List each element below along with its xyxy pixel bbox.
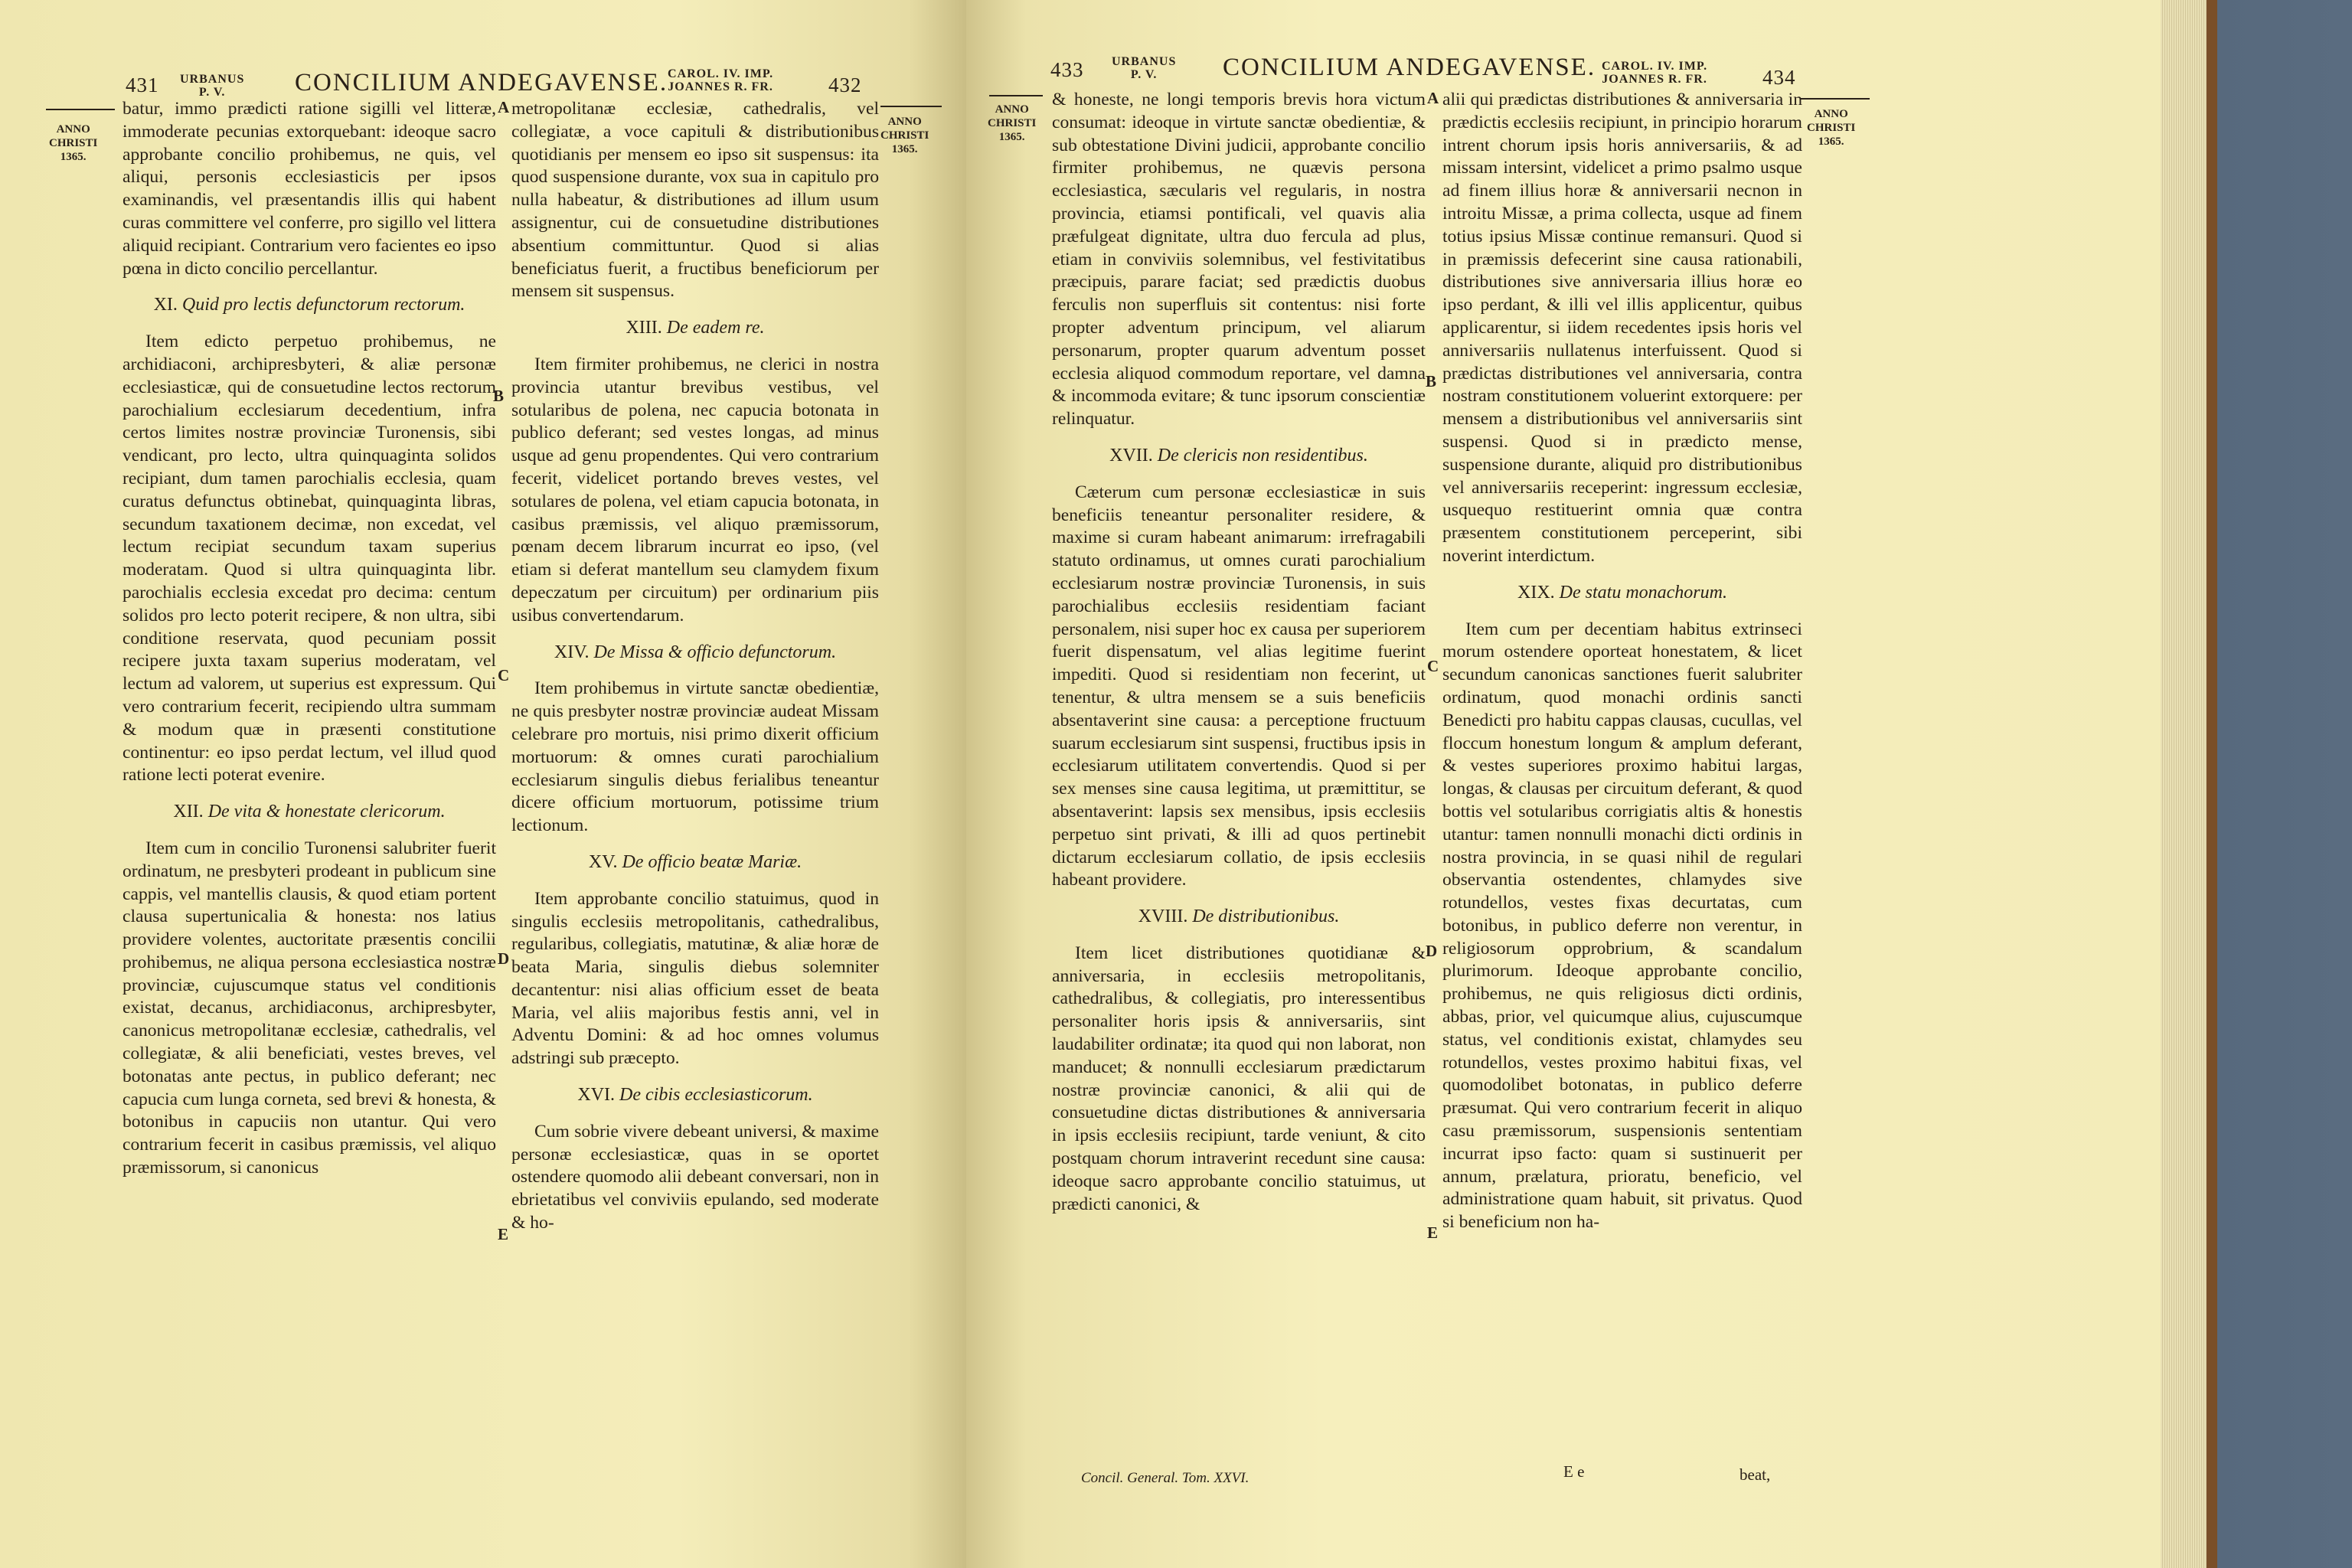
anno-label: ANNO xyxy=(1814,108,1848,120)
paragraph: Cum sobrie vivere debeant universi, & maxime personæ ecclesiasticæ, quas in se oportet ostendere quomodo alii debeant conversari, non in ebrietatibus vel conviviis epulando, sed moderate & ho- xyxy=(511,1121,879,1233)
section-number: XI. xyxy=(153,295,178,315)
anno-label: ANNO xyxy=(56,123,90,136)
section-title: De statu monachorum. xyxy=(1559,582,1727,603)
page-edges xyxy=(2161,0,2209,1568)
running-title: CONCILIUM ANDEGAVENSE. xyxy=(1223,54,1596,81)
anno-christi-margin xyxy=(880,115,929,156)
section-number: XV. xyxy=(588,851,618,872)
margin-rule xyxy=(989,95,1043,96)
catchword: beat, xyxy=(1740,1465,1771,1484)
section-number: XVIII. xyxy=(1138,906,1188,927)
running-title: CONCILIUM ANDEGAVENSE. xyxy=(295,69,668,96)
margin-letter: A xyxy=(498,98,510,116)
margin-letter: D xyxy=(498,949,510,968)
paragraph: Item licet distributiones quotidianæ & anniversaria, in ecclesiis metropolitanis, cathedralibus, & collegiatis, pro interessentibus personaliter horis ipsis & anniversariis, sint laudabiliter ordinatæ; ita quod qui non laborat, non manducet; & nonnulli ecclesiarum prædictarum nostræ provinciæ canonici, & alii qui de consuetudine dictas distributiones & anniversaria in ipsis ecclesiis recipiunt, tarde veniunt, & cito postquam chorum intraverint recedunt sine causa: ideoque sacro approbante concilio statuimus, ut prædicti canonici, & xyxy=(1052,942,1426,1214)
paragraph: Item edicto perpetuo prohibemus, ne archidiaconi, archipresbyteri, & aliæ personæ ecclesiasticæ, qui de consuetudine lectos rectorum parochialium ecclesiarum decedentium, infra certos limites nostræ provinciæ Turonensis, sibi vendicant, pro lecto, ultra quinquaginta solidos recipiant, dum tamen parochialis ecclesia, quam curatus defunctus obtinebat, quinquaginta libras, secundum taxationem decimæ, non excedat, vel lectum recipiat secundum taxam superius moderatam. Quod si ultra quinquaginta libr. parochialis ecclesia excedat pro decima: centum solidos pro lecto poterit recipere, & non ultra, sibi conditione reservata, quod pecuniam possit recipere juxta taxam superius moderatam, vel lectum ad valorem, ut superius est expressum. Qui vero contrarium fecerit, recipiendo ultra summam & modum quæ in præsenti constitutione continentur: eo ipso perdat lectum, vel illud quod ratione lecti poterat evenire. xyxy=(122,332,496,786)
paragraph: Item firmiter prohibemus, ne clerici in nostra provincia utantur brevibus vestibus, vel sotularibus de polena, nec capucia botonata in publico deferant; sed vestes longas, ad minus usque ad genu propendentes. Qui vero contrarium fecerit, videlicet portando breves vestes, vel sotulares de polena, vel etiam capucia botonata, in casibus præmissis, vel aliquo præmissorum, pœnam decem librarum incurrat eo ipso, (vel etiam si deferat mantellum seu clamydem fixum depeczatum per circuitum) per ordinarium piis usibus convertendarum. xyxy=(511,354,879,626)
section-heading xyxy=(122,801,496,824)
margin-letter: D xyxy=(1426,942,1438,960)
margin-letter: A xyxy=(1427,89,1439,107)
right-page xyxy=(966,0,2161,1568)
king-name: JOANNES R. FR. xyxy=(668,80,773,93)
section-number: XIX. xyxy=(1517,582,1555,603)
section-title: De distributionibus. xyxy=(1192,906,1340,927)
kings-heading xyxy=(1602,60,1707,86)
margin-letter: C xyxy=(498,666,510,684)
pope-heading xyxy=(180,73,244,99)
gathering-signature: E e xyxy=(1563,1462,1585,1481)
paragraph: batur, immo prædicti ratione sigilli vel litteræ, immoderate pecunias extorquebant: ideoque sacro approbante concilio prohibemus, ne quis, vel aliqui, personis ecclesiasticis per ipsos examinandis, vel præsentandis illis qui habent curas committere vel conferre, pro sigillo vel littera aliquid recipiant. Contrarium vero facientes eo ipso pœna in dicto concilio percellantur. xyxy=(122,99,496,279)
margin-letter: E xyxy=(1427,1223,1439,1242)
paragraph: Item cum in concilio Turonensi salubriter fuerit ordinatum, ne presbyteri prodeant in publicum sine cappis, vel mantellis clausis, & quod etiam portent clausa supertunicalia & honesta: nos latius providere volentes, auctoritate præsentis concilii prohibemus, ne aliqua persona ecclesiastica nostræ provinciæ, cujuscumque status vel conditionis existat, decanus, archidiaconus, archipresbyter, canonicus metropolitanæ ecclesiæ, cathedralis, vel collegiatæ, & alii beneficiati, vestes breves, vel botonatas ante pectus, in publico deferant; nec capucia cum lunga corneta, sed brevi & honesta, & botonibus in capuciis non utantur. Qui vero contrarium fecerit in casibus præmissis, vel aliquo præmissorum, si canonicus xyxy=(122,838,496,1178)
text-column-left xyxy=(122,98,496,1180)
pope-name: URBANUS xyxy=(1112,55,1177,68)
anno-label: ANNO xyxy=(995,103,1029,116)
section-heading xyxy=(511,317,879,340)
section-heading xyxy=(511,1084,879,1107)
margin-letter: E xyxy=(498,1225,509,1243)
book-cover-edge xyxy=(2207,0,2217,1568)
section-title: De cibis ecclesiasticorum. xyxy=(619,1085,813,1106)
pope-name: URBANUS xyxy=(180,73,245,86)
emperor-name: CAROL. IV. IMP. xyxy=(668,67,774,80)
text-column-right xyxy=(1442,89,1802,1234)
king-name: JOANNES R. FR. xyxy=(1602,73,1707,86)
year-label: 1365. xyxy=(998,131,1025,143)
page-number: 432 xyxy=(828,74,862,96)
emperor-name: CAROL. IV. IMP. xyxy=(1602,60,1708,73)
paragraph: Cæterum cum personæ ecclesiasticæ in suis beneficiis teneantur personaliter residere, & maxime si curam habeant animarum: irrefragabili statuto ordinamus, ut omnes curati parochialium ecclesiarum nostræ provinciæ Turonensis, in suis parochialibus ecclesiis residentiam faciant personalem, nisi super hoc ex causa per superiorem fuerit dispensatum, vel alias legitime fuerint impediti. Quod si residentiam non fecerint, ut tenentur, & ultra mensem se a suis beneficiis absentaverint sine causa: a perceptione fructuum suarum ecclesiarum sint suspensi, fructibus ipsis in ecclesiarum utilitatem convertendis. Quod si per sex menses sine causa legitima, ut præmittitur, se absentaverint: lapsis sex mensibus, ipsis ecclesiis perpetuo sint privati, & illi ad quos pertinebit dictarum ecclesiarum collatio, de ipsis ecclesiis habeant providere. xyxy=(1052,482,1426,890)
pope-number: P. V. xyxy=(1130,68,1158,81)
page-number: 431 xyxy=(126,74,159,96)
christi-label: CHRISTI xyxy=(1807,122,1856,134)
section-heading xyxy=(1442,582,1802,605)
christi-label: CHRISTI xyxy=(988,117,1037,129)
year-label: 1365. xyxy=(1818,136,1844,148)
paragraph: & honeste, ne longi temporis brevis hora victum consumat: ideoque in virtute sanctæ obedientiæ, & sub obtestatione Divini judicii, approbante concilio firmiter prohibemus, ne quævis persona ecclesiastica, sæcularis vel regularis, in nostra provincia, etiamsi pontificali, vel quavis alia præfulgeat dignitate, ultra duo fercula ad plus, etiam in conviviis solemnibus, vel festivitatibus præcipuis, parare faciat; sed prædictis duobus ferculis non superfluis sit contentus: nisi forte propter adventum principum, vel aliarum personarum, propter quarum adventum posset ecclesia aliquod commodum reportare, vel damna & incommoda evitare; & tunc ipsorum conscientiæ relinquatur. xyxy=(1052,90,1426,430)
paragraph: metropolitanæ ecclesiæ, cathedralis, vel collegiatæ, a voce capituli & distributionibus quotidianis per mensem eo ipso sit suspensus: ita quod suspensione durante, vox sua in capitulo pro nulla habeatur, & distributiones ad illum usum assignentur, cui de consuetudine distributiones absentium committuntur. Quod si alias beneficiatus fuerit, a fructibus beneficiorum per mensem sit suspensus. xyxy=(511,99,879,302)
year-label: 1365. xyxy=(891,143,918,155)
section-title: De officio beatæ Mariæ. xyxy=(622,851,802,872)
section-number: XII. xyxy=(173,802,204,822)
anno-label: ANNO xyxy=(887,116,922,128)
section-title: De Missa & officio defunctorum. xyxy=(593,642,837,662)
section-title: De eadem re. xyxy=(666,318,765,338)
section-heading xyxy=(511,642,879,665)
section-heading xyxy=(122,294,496,317)
anno-christi-margin xyxy=(49,122,97,164)
margin-letter: C xyxy=(1427,657,1439,675)
paragraph: Item prohibemus in virtute sanctæ obedientiæ, ne quis presbyter nostræ provinciæ audeat Missam celebrare pro mortuis, nisi primo dixerit officium mortuorum: & omnes curati parochialium ecclesiarum singulis diebus ferialibus teneantur dicere officium mortuorum, potissime trium lectionum. xyxy=(511,678,879,836)
margin-letter: B xyxy=(493,387,505,405)
section-heading xyxy=(511,851,879,874)
section-title: De vita & honestate clericorum. xyxy=(207,802,446,822)
section-heading xyxy=(1052,445,1426,468)
page-number: 434 xyxy=(1762,66,1796,89)
margin-rule xyxy=(880,106,942,107)
margin-letter: B xyxy=(1426,372,1437,390)
section-title: De clericis non residentibus. xyxy=(1157,445,1368,466)
christi-label: CHRISTI xyxy=(49,137,98,149)
section-heading xyxy=(1052,906,1426,929)
pope-heading xyxy=(1112,55,1176,81)
paragraph: Item approbante concilio statuimus, quod in singulis ecclesiis metropolitanis, cathedralibus, regularibus, collegiatis, matutinæ, & aliæ horæ de beata Maria, singulis diebus solemniter decantentur: nisi alias officium esset de beata Maria, vel aliis majoribus festis anni, vel in Adventu Domini: & ad hoc omnes volumus adstringi sub præcepto. xyxy=(511,888,879,1069)
anno-christi-margin xyxy=(1807,107,1855,149)
section-number: XVI. xyxy=(577,1085,616,1106)
paragraph: alii qui prædictas distributiones & anniversaria in prædictis ecclesiis recipiunt, in principio horarum intrent chorum ipsis horis anniversariis, & ad missam intersint, videlicet a primo psalmo usque ad finem illius horæ & anniversarii necnon in introitu Missæ, a prima collecta, usque ad finem totius ipsius Missæ continue remansuri. Quod si in præmissis defecerint sine causa rationabili, distributiones sive anniversaria illius horæ eo ipso perdant, & illi vel illis applicentur, quibus applicarentur, si iidem recedentes ipsis horis vel anniversariis nullatenus interfuissent. Quod si prædictas distributiones vel anniversaria, contra nostram constitutionem voluerint extorquere: per mensem a distributionibus vel anniversariis sint suspensi. Quod si in prædicto mense, suspensione durante, aliquid pro distributionibus vel anniversariis receperint: ingressum ecclesiæ, usquequo restituerint omnia quæ contra præsentem constitutionem perceperint, sibi noverint interdictum. xyxy=(1442,90,1802,566)
left-page xyxy=(0,0,966,1568)
section-number: XVII. xyxy=(1109,445,1153,466)
text-column-right xyxy=(511,98,879,1235)
margin-rule xyxy=(46,109,115,110)
kings-heading xyxy=(668,67,773,93)
pope-number: P. V. xyxy=(198,86,226,99)
year-label: 1365. xyxy=(60,151,87,163)
christi-label: CHRISTI xyxy=(880,129,929,142)
section-number: XIV. xyxy=(554,642,590,662)
margin-rule xyxy=(1801,98,1870,100)
page-number: 433 xyxy=(1050,58,1084,81)
section-number: XIII. xyxy=(626,318,662,338)
paragraph: Item cum per decentiam habitus extrinseci morum ostendere oporteat honestatem, & licet secundum canonicas sanctiones fuerit salubriter ordinatum, quod monachi ordinis sancti Benedicti pro habitu cappas clausas, cucullas, vel floccum honestum longum & amplum deferant, & vestes superiores proximo habitui largas, longas, & clausas per circuitum deferant, & quod bottis vel sotularibus corrigiatis altis & honestis utantur: tamen nonnulli monachi dicti ordinis in nostra provincia, in se quasi nihil de regulari observantia ostendentes, chlamydes sive rotundellos, vestes fixas decurtatas, cum botonibus, in publico deferre non verentur, in religiosorum opprobrium, & scandalum plurimorum. Ideoque approbante concilio, prohibemus, ne quis religiosus dicti ordinis, abbas, prior, vel quicumque alius, cujuscumque status, vel conditionis existat, chlamydes seu rotundellos, vestes proximo habitui fixas, vel quomodolibet botonatas, in publico deferre præsumat. Qui vero contrarium fecerit in aliquo casu præmissorum, suspensionis sententiam incurrat ipso facto: quam si sustinuerit per annum, prælatura, prioratu, beneficio, vel administratione quam habuit, sit privatus. Quod si beneficium non ha- xyxy=(1442,619,1802,1233)
footer-signature-line: Concil. General. Tom. XXVI. xyxy=(1081,1470,1250,1486)
text-column-left xyxy=(1052,89,1426,1216)
anno-christi-margin xyxy=(988,103,1036,144)
section-title: Quid pro lectis defunctorum rectorum. xyxy=(181,295,466,315)
